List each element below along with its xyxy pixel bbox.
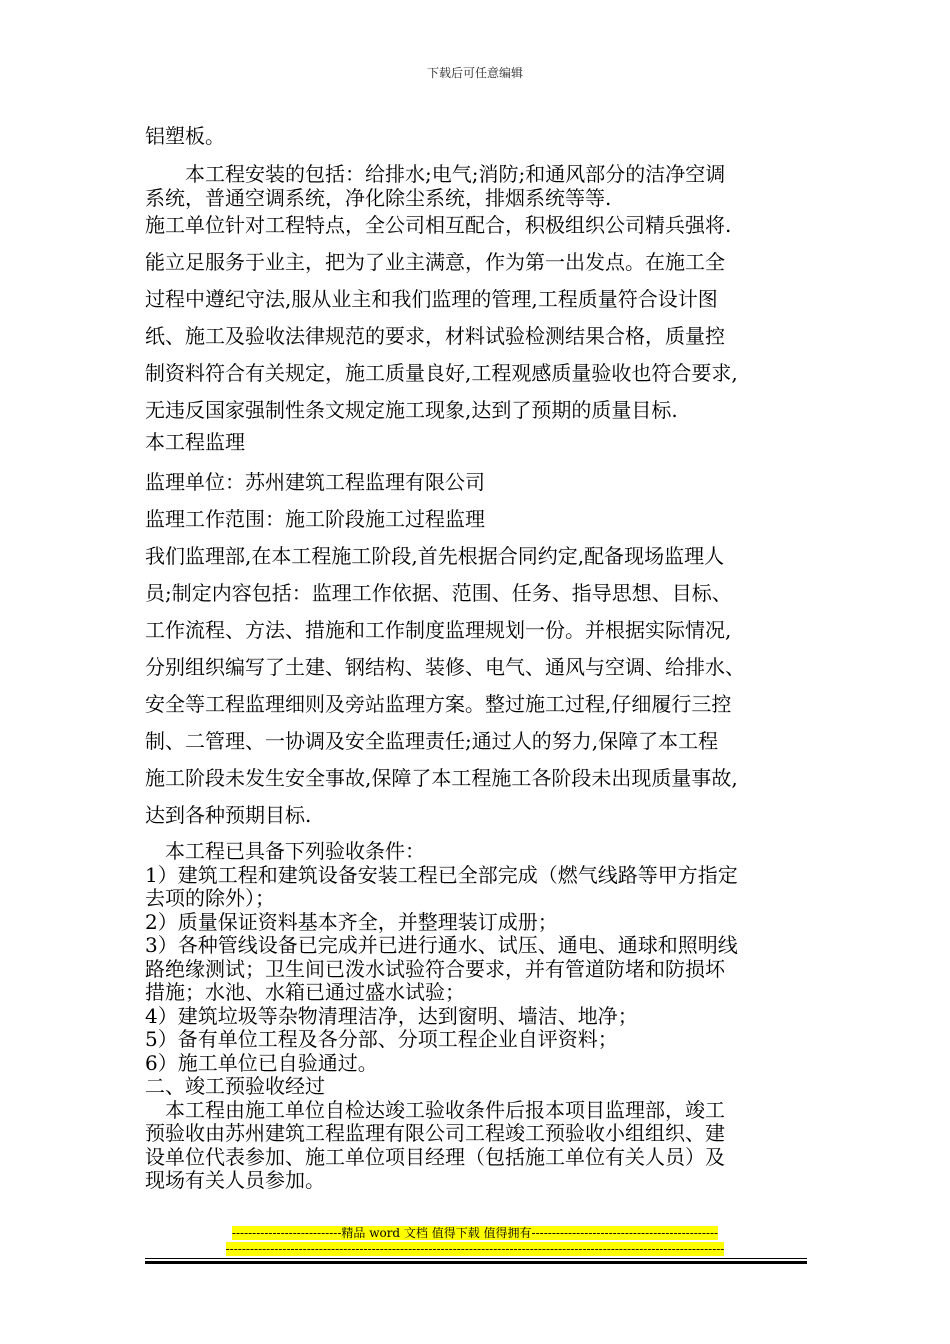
section-heading: 本工程监理	[145, 429, 245, 454]
document-body	[145, 118, 815, 1193]
paragraph: 现场有关人员参加。	[145, 1168, 325, 1192]
list-item: 1）建筑工程和建筑设备安装工程已全部完成（燃气线路等甲方指定	[145, 862, 738, 887]
paragraph: 监理工作范围：施工阶段施工过程监理	[145, 507, 485, 531]
paragraph: 监理单位：苏州建筑工程监理有限公司	[145, 470, 485, 494]
paragraph: 员;制定内容包括：监理工作依据、范围、任务、指导思想、目标、	[145, 581, 732, 605]
list-item: 2）质量保证资料基本齐全，并整理装订成册；	[145, 909, 558, 934]
paragraph: 本工程已具备下列验收条件：	[165, 839, 425, 863]
paragraph: 铝塑板。	[145, 124, 225, 148]
paragraph: 本工程由施工单位自检达竣工验收条件后报本项目监理部，竣工	[165, 1097, 725, 1122]
paragraph: 无违反国家强制性条文规定施工现象,达到了预期的质量目标.	[145, 397, 678, 422]
list-item: 路绝缘测试；卫生间已泼水试验符合要求，并有管道防堵和防损坏	[145, 956, 725, 981]
paragraph: 我们监理部,在本工程施工阶段,首先根据合同约定,配备现场监理人	[145, 544, 725, 568]
footer-dash-text: ---------------------------------------------------------------------------------------------------------------------------	[225, 1242, 725, 1256]
list-item: 6）施工单位已自验通过。	[145, 1050, 378, 1075]
page-header: 下载后可任意编辑	[426, 66, 523, 80]
section-heading: 二、竣工预验收经过	[145, 1074, 325, 1098]
paragraph: 达到各种预期目标.	[145, 803, 312, 827]
footer-dash-line	[0, 1242, 950, 1256]
paragraph: 施工单位针对工程特点，全公司相互配合，积极组织公司精兵强将.	[145, 213, 732, 237]
paragraph: 制、二管理、一协调及安全监理责任;通过人的努力,保障了本工程	[145, 729, 719, 753]
footer-banner	[0, 1226, 950, 1240]
paragraph: 分别组织编写了土建、钢结构、装修、电气、通风与空调、给排水、	[145, 655, 745, 679]
list-item: 3）各种管线设备已完成并已进行通水、试压、通电、通球和照明线	[145, 933, 738, 957]
paragraph: 纸、施工及验收法律规范的要求，材料试验检测结果合格，质量控	[145, 323, 725, 348]
footer-rule-thin	[145, 1258, 807, 1259]
list-item: 措施；水池、水箱已通过盛水试验；	[145, 980, 465, 1004]
footer-rule-thick	[145, 1261, 807, 1264]
list-item: 4）建筑垃圾等杂物清理洁净，达到窗明、墙洁、地净；	[145, 1003, 638, 1028]
list-item: 5）备有单位工程及各分部、分项工程企业自评资料；	[145, 1027, 618, 1051]
paragraph: 本工程安装的包括：给排水;电气;消防;和通风部分的洁净空调	[185, 162, 726, 186]
paragraph: 预验收由苏州建筑工程监理有限公司工程竣工预验收小组组织、建	[145, 1121, 725, 1145]
paragraph: 施工阶段未发生安全事故,保障了本工程施工各阶段未出现质量事故,	[145, 766, 738, 790]
paragraph: 设单位代表参加、施工单位项目经理（包括施工单位有关人员）及	[145, 1144, 725, 1169]
list-item: 去项的除外）；	[145, 886, 275, 910]
paragraph: 能立足服务于业主，把为了业主满意，作为第一出发点。在施工全	[145, 249, 725, 274]
paragraph: 系统，普通空调系统，净化除尘系统，排烟系统等等.	[145, 185, 612, 210]
paragraph: 过程中遵纪守法,服从业主和我们监理的管理,工程质量符合设计图	[145, 286, 718, 311]
footer-banner-text: ---------------------------精品 word 文档 值得下载 值得拥有----------------------------------------------	[231, 1226, 719, 1240]
paragraph: 制资料符合有关规定，施工质量良好,工程观感质量验收也符合要求,	[145, 360, 738, 385]
paragraph: 工作流程、方法、措施和工作制度监理规划一份。并根据实际情况,	[145, 618, 732, 642]
paragraph: 安全等工程监理细则及旁站监理方案。整过施工过程,仔细履行三控	[145, 692, 732, 716]
